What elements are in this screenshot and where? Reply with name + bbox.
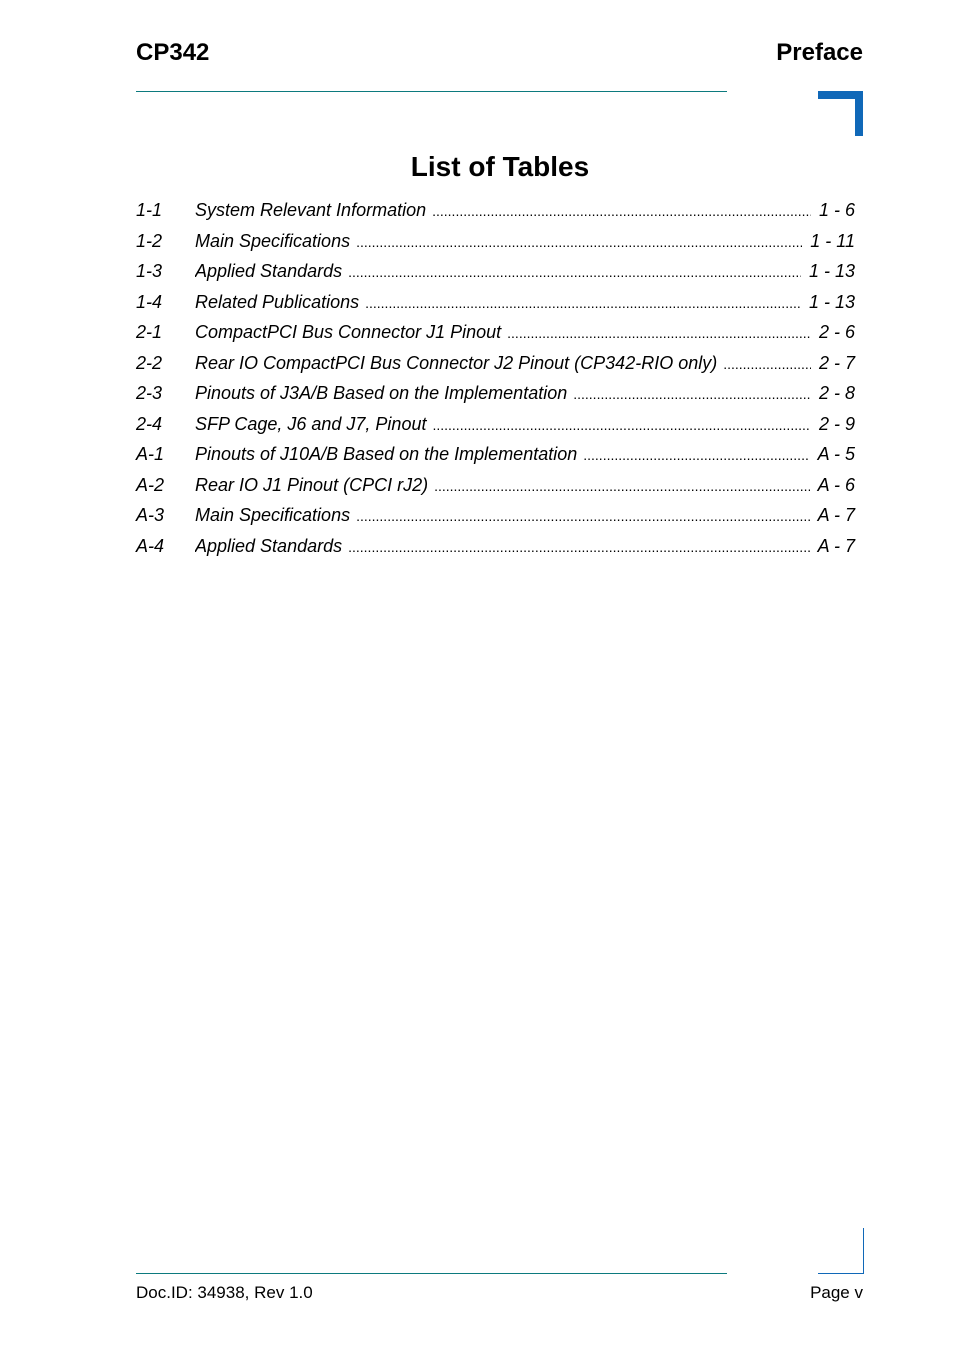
dot-leader: [573, 380, 811, 408]
dot-leader: [365, 289, 801, 317]
footer-doc-id: Doc.ID: 34938, Rev 1.0: [136, 1283, 313, 1302]
entry-page: 2 - 9: [818, 413, 855, 434]
entry-number: 2-3: [136, 383, 163, 403]
entry-number: A-1: [136, 444, 165, 464]
entry-number: 1-4: [136, 291, 163, 312]
header-product: CP342: [136, 39, 210, 66]
header-section: Preface: [776, 39, 863, 66]
entry-page: 2 - 7: [818, 352, 855, 373]
corner-mark-top: [818, 91, 863, 136]
header-rule: [136, 91, 727, 92]
entry-title: Rear IO CompactPCI Bus Connector J2 Pinout (CP342-RIO only): [195, 352, 718, 373]
entry-title: Rear IO J1 Pinout (CPCI rJ2): [195, 474, 429, 495]
entry-number: A-3: [136, 505, 165, 525]
list-item[interactable]: [136, 196, 855, 227]
corner-mark-bottom: [818, 1228, 864, 1274]
dot-leader: [356, 228, 802, 256]
entry-title: Applied Standards: [195, 261, 343, 281]
list-item[interactable]: [136, 257, 855, 288]
dot-leader: [348, 533, 810, 561]
entry-page: A - 5: [817, 444, 855, 464]
entry-page: 2 - 8: [818, 383, 855, 403]
entry-number: 2-4: [136, 413, 163, 434]
list-item[interactable]: [136, 532, 855, 563]
entry-title: System Relevant Information: [195, 200, 427, 220]
list-item[interactable]: [136, 379, 855, 410]
entry-page: 1 - 13: [808, 291, 855, 312]
entry-title: Applied Standards: [195, 535, 343, 556]
dot-leader: [348, 258, 801, 286]
entry-page: A - 7: [817, 505, 855, 525]
footer-rule: [136, 1273, 727, 1274]
entry-title: Main Specifications: [195, 230, 351, 251]
list-item[interactable]: [136, 471, 855, 502]
list-item[interactable]: [136, 410, 855, 441]
dot-leader: [723, 350, 811, 378]
dot-leader: [432, 411, 811, 439]
list-item[interactable]: [136, 440, 855, 471]
entry-title: CompactPCI Bus Connector J1 Pinout: [195, 322, 502, 342]
list-item[interactable]: [136, 318, 855, 349]
entry-title: Related Publications: [195, 291, 360, 312]
table-list: [136, 196, 855, 562]
entry-number: 1-3: [136, 261, 163, 281]
page-title: List of Tables: [410, 151, 590, 182]
entry-number: 2-1: [136, 322, 163, 342]
dot-leader: [583, 441, 809, 469]
footer-page-number: Page v: [810, 1283, 863, 1302]
dot-leader: [507, 319, 811, 347]
entry-page: 2 - 6: [818, 322, 855, 342]
entry-page: 1 - 13: [808, 261, 855, 281]
entry-page: 1 - 6: [818, 200, 855, 220]
list-item[interactable]: [136, 501, 855, 532]
entry-number: 1-1: [136, 200, 163, 220]
dot-leader: [356, 502, 810, 530]
entry-number: A-2: [136, 474, 165, 495]
entry-title: Pinouts of J10A/B Based on the Implementation: [195, 444, 578, 464]
list-item[interactable]: [136, 227, 855, 258]
entry-page: A - 7: [817, 535, 855, 556]
entry-number: 2-2: [136, 352, 163, 373]
list-item[interactable]: [136, 349, 855, 380]
dot-leader: [434, 472, 810, 500]
entry-number: 1-2: [136, 230, 163, 251]
dot-leader: [432, 197, 811, 225]
entry-page: 1 - 11: [810, 230, 855, 251]
entry-number: A-4: [136, 535, 165, 556]
list-item[interactable]: [136, 288, 855, 319]
entry-title: Main Specifications: [195, 505, 351, 525]
entry-title: SFP Cage, J6 and J7, Pinout: [195, 413, 427, 434]
entry-title: Pinouts of J3A/B Based on the Implementation: [195, 383, 568, 403]
entry-page: A - 6: [817, 474, 855, 495]
